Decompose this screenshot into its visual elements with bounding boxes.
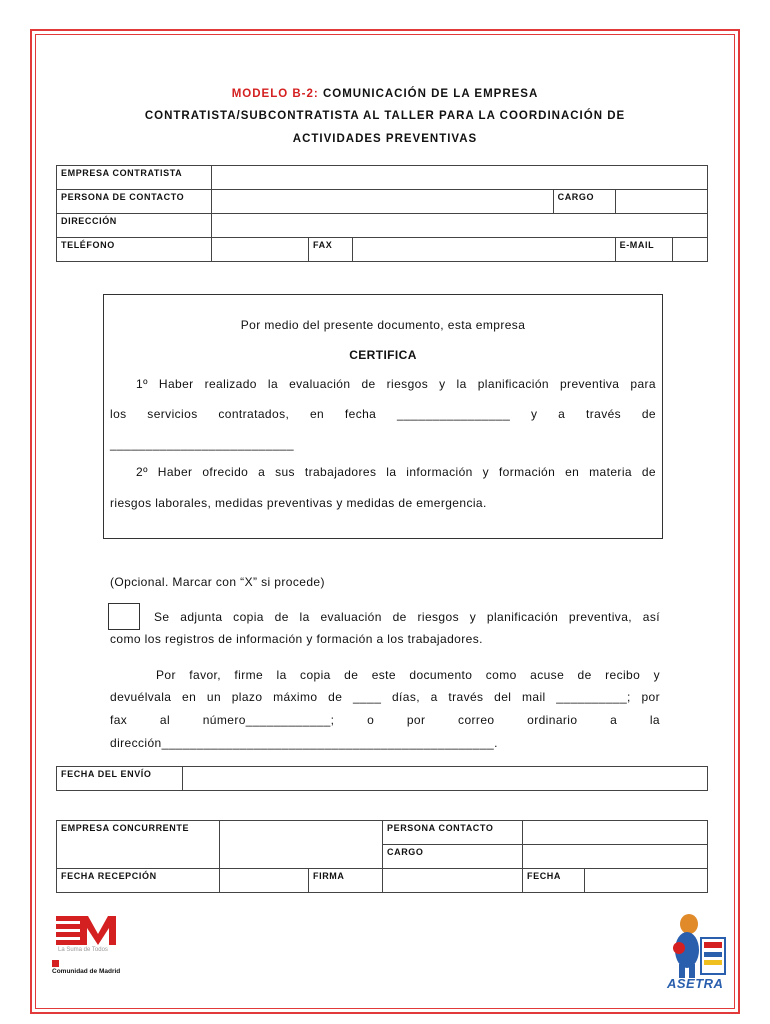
field-fecha-conc[interactable] — [585, 869, 708, 893]
label-empresa-contratista: EMPRESA CONTRATISTA — [57, 166, 212, 190]
optional-line2: como los registros de información y formación a los trabajadores. — [110, 632, 483, 646]
logo-caption-comunidad: Comunidad de Madrid — [52, 968, 121, 975]
field-email[interactable] — [672, 238, 707, 262]
label-firma: FIRMA — [309, 869, 383, 893]
asetra-wordmark: ASETRA — [667, 976, 724, 991]
field-firma[interactable] — [383, 869, 523, 893]
label-empresa-concurrente: EMPRESA CONCURRENTE — [57, 821, 220, 869]
concurrent-company-table — [56, 820, 708, 893]
title-rest: COMUNICACIÓN DE LA EMPRESA — [322, 88, 539, 100]
comunidad-madrid-logo — [50, 912, 140, 992]
cert-point1-line1: 1º Haber realizado la evaluación de riesgos y la planificación preventiva para — [136, 377, 656, 391]
request-line4: dirección_______________________________________________. — [110, 736, 498, 750]
label-direccion: DIRECCIÓN — [57, 214, 212, 238]
document-title-line3: ACTIVIDADES PREVENTIVAS — [292, 133, 478, 145]
cert-heading: CERTIFICA — [349, 348, 417, 362]
optional-note: (Opcional. Marcar con “X” si procede) — [110, 575, 325, 589]
field-fecha-recepcion[interactable] — [220, 869, 309, 893]
document-title-line2: CONTRATISTA/SUBCONTRATISTA AL TALLER PARA LA COORDINACIÓN DE — [144, 110, 626, 122]
contractor-table — [56, 165, 708, 262]
asetra-mascot-icon — [665, 912, 730, 982]
label-persona-contacto-conc: PERSONA CONTACTO — [383, 821, 523, 845]
request-line2: devuélvala en un plazo máximo de ____ días, a través del mail __________; por — [110, 690, 660, 704]
label-cargo-conc: CARGO — [383, 845, 523, 869]
label-fecha-recepcion: FECHA RECEPCIÓN — [57, 869, 220, 893]
label-fax: FAX — [309, 238, 353, 262]
field-direccion[interactable] — [212, 214, 708, 238]
send-date-table — [56, 766, 708, 791]
asetra-logo — [665, 912, 730, 994]
attach-copy-checkbox[interactable] — [108, 603, 140, 630]
label-cargo: CARGO — [553, 190, 615, 214]
field-cargo-conc[interactable] — [523, 845, 708, 869]
cert-point1-line3: __________________________ — [110, 437, 294, 451]
label-fecha-conc: FECHA — [523, 869, 585, 893]
logo-caption-la-suma: La Suma de Todos — [58, 947, 108, 953]
label-fecha-envio: FECHA DEL ENVÍO — [57, 767, 183, 791]
request-line1: Por favor, firme la copia de este documento como acuse de recibo y — [156, 668, 660, 682]
field-fax[interactable] — [353, 238, 616, 262]
field-persona-contacto[interactable] — [212, 190, 554, 214]
label-persona-contacto: PERSONA DE CONTACTO — [57, 190, 212, 214]
label-email: E-MAIL — [615, 238, 672, 262]
field-persona-contacto-conc[interactable] — [523, 821, 708, 845]
cert-point2-line2: riesgos laborales, medidas preventivas y medidas de emergencia. — [110, 496, 487, 510]
cert-intro: Por medio del presente documento, esta empresa — [240, 318, 526, 332]
label-telefono: TELÉFONO — [57, 238, 212, 262]
model-code: MODELO B-2: — [231, 88, 319, 100]
field-telefono[interactable] — [212, 238, 309, 262]
request-line3: fax al número____________; o por correo ordinario a la — [110, 713, 660, 727]
field-empresa-contratista[interactable] — [212, 166, 708, 190]
cert-point1-line2: los servicios contratados, en fecha ________________ y a través de — [110, 407, 656, 421]
field-empresa-concurrente[interactable] — [220, 821, 383, 869]
optional-line1: Se adjunta copia de la evaluación de riesgos y planificación preventiva, así — [154, 610, 660, 624]
field-fecha-envio[interactable] — [183, 767, 708, 791]
document-title-line1 — [60, 88, 710, 100]
cert-point2-line1: 2º Haber ofrecido a sus trabajadores la información y formación en materia de — [136, 465, 656, 479]
field-cargo[interactable] — [615, 190, 707, 214]
